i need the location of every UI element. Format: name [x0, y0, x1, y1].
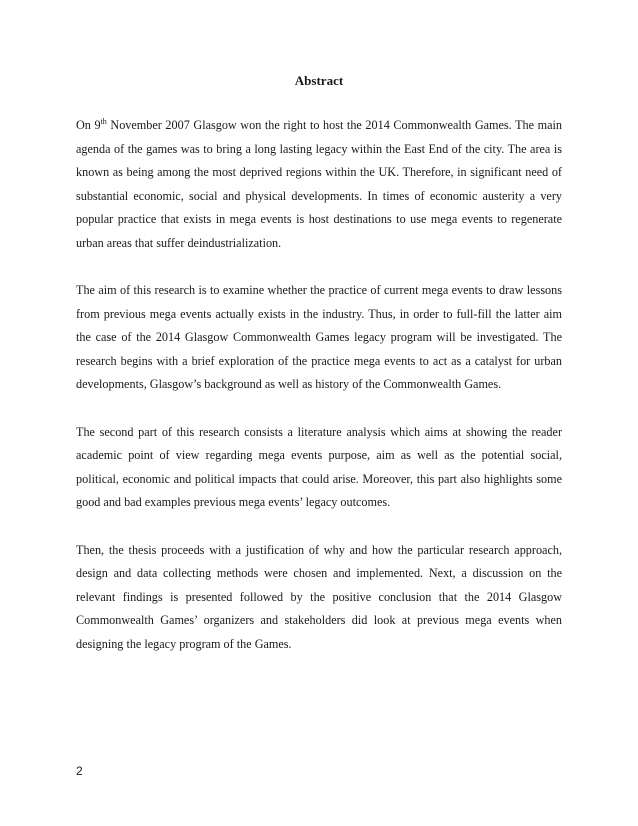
abstract-paragraph-4: Then, the thesis proceeds with a justification of why and how the particular research approach, design and data collecting methods were chosen and implemented. Next, a discussion on the relevant findings is presented followed by the positive conclusion that the 2014 Glasgow Commonwealth Games’ organizers and stakeholders did look at previous mega events when designing the legacy program of the Games. [76, 542, 562, 651]
paragraph-1-rest: November 2007 Glasgow won the right to host the 2014 Commonwealth Games. The main agenda of the games was to bring a long lasting legacy within the East End of the city. The area is known as being among the most deprived regions within the UK. Therefore, in significant need of substantial economic, social and physical developments. In times of economic austerity a very popular practice that exists in mega events is host destinations to use mega events to regenerate urban areas that suffer deindustrialization. [76, 118, 562, 250]
abstract-paragraph-3: The second part of this research consists a literature analysis which aims at showing the reader academic point of view regarding mega events purpose, aim as well as the potential social, political, economic and political impacts that could arise. Moreover, this part also highlights some good and bad examples previous mega events’ legacy outcomes. [76, 424, 562, 509]
page-number: 2 [76, 764, 83, 778]
abstract-paragraph-1 [76, 114, 562, 255]
paragraph-1-start: On 9 [76, 118, 101, 132]
abstract-heading: Abstract [294, 73, 344, 88]
abstract-paragraph-2: The aim of this research is to examine whether the practice of current mega events to draw lessons from previous mega events actually exists in the industry. Thus, in order to full-fill the latter aim the case of the 2014 Glasgow Commonwealth Games legacy program will be investigated. The research begins with a brief exploration of the practice mega events to act as a catalyst for urban developments, Glasgow’s background as well as history of the Commonwealth Games. [76, 283, 562, 391]
ordinal-suffix: th [100, 116, 107, 126]
abstract-body [76, 114, 562, 680]
